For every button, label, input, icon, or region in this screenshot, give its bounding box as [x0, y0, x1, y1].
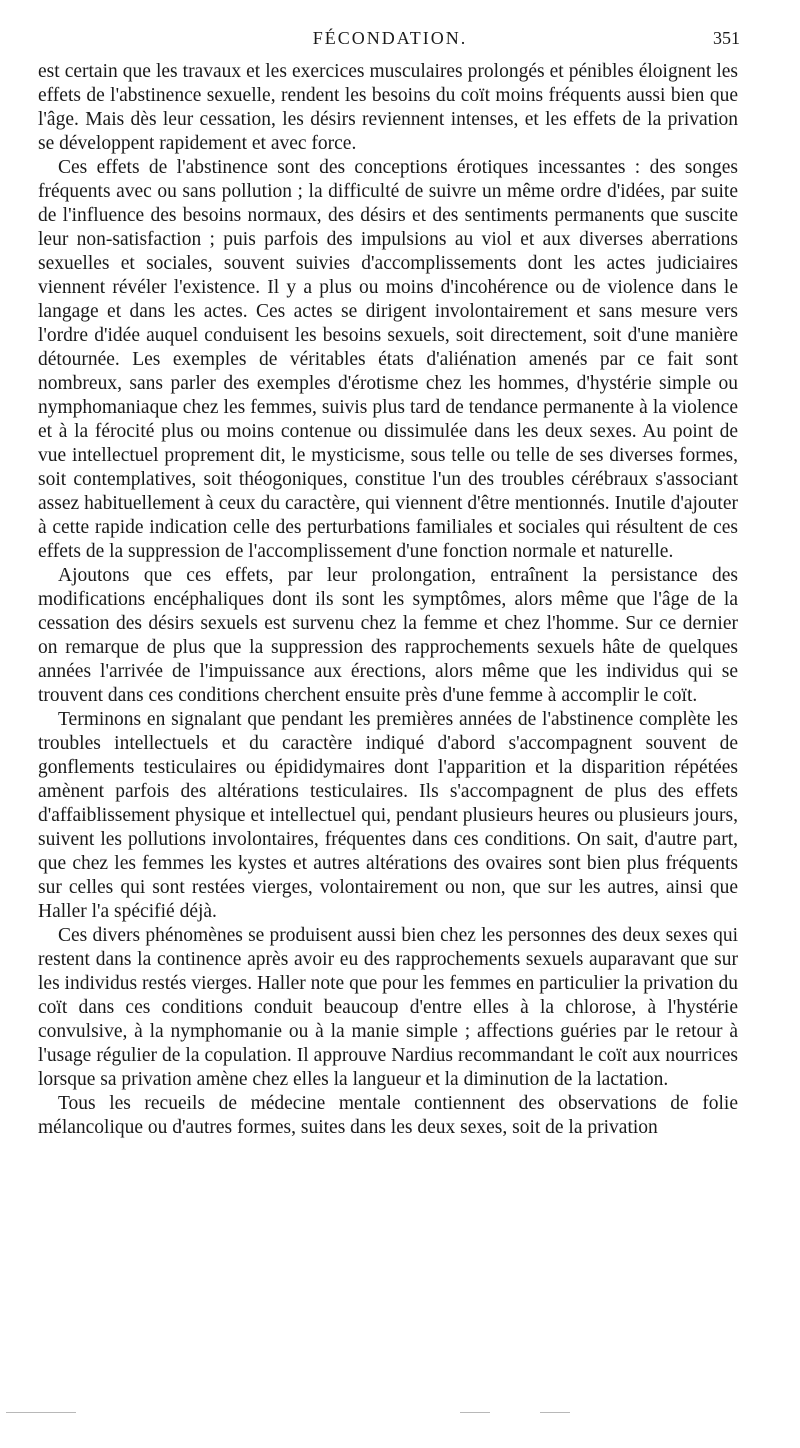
edge-mark-middle [460, 1412, 490, 1413]
running-title: FÉCONDATION. [312, 28, 468, 48]
paragraph-3: Ajoutons que ces effets, par leur prolongation, entraînent la persistance des modifications encéphaliques dont ils sont les symptômes, alors même que l'âge de la cessation des désirs sexuels est survenu chez la femme et chez l'homme. Sur ce dernier on remarque de plus que la suppression des rapprochements sexuels hâte de quelques années l'arrivée de l'impuissance aux érections, alors même que les individus qui se trouvent dans ces conditions cherchent ensuite près d'une femme à accomplir le coït. [38, 565, 738, 706]
paragraph-1: est certain que les travaux et les exercices musculaires prolongés et pénibles éloignent les effets de l'abstinence sexuelle, rendent les besoins du coït moins fréquents aussi bien que l'âge. Mais dès leur cessation, les désirs reviennent intenses, et les effets de la privation se développent rapidement et avec force. [38, 61, 738, 154]
page-number: 351 [713, 28, 740, 48]
edge-mark-right [540, 1412, 570, 1413]
running-head [40, 28, 740, 52]
edge-mark-left [6, 1412, 76, 1413]
paragraph-4: Terminons en signalant que pendant les premières années de l'abstinence complète les troubles intellectuels et du caractère indiqué d'abord s'accompagnent souvent de gonflements testiculaires ou épididymaires dont l'apparition et la disparition répétées amènent parfois des altérations testiculaires. Ils s'accompagnent de plus des effets d'affaiblissement physique et intellectuel qui, pendant plusieurs heures ou plusieurs jours, suivent les pollutions involontaires, fréquentes dans ces conditions. On sait, d'autre part, que chez les femmes les kystes et autres altérations des ovaires sont bien plus fréquents sur celles qui sont restées vierges, volontairement ou non, que sur les autres, ainsi que Haller l'a spécifié déjà. [38, 709, 738, 922]
page-bottom-edge [0, 1412, 800, 1422]
body-text [38, 60, 738, 1140]
paragraph-5: Ces divers phénomènes se produisent aussi bien chez les personnes des deux sexes qui restent dans la continence après avoir eu des rapprochements sexuels auparavant que sur les individus restés vierges. Haller note que pour les femmes en particulier la privation du coït dans ces conditions conduit beaucoup d'entre elles à la chlorose, à l'hystérie convulsive, à la nymphomanie ou à la manie simple ; affections guéries par le retour à l'usage régulier de la copulation. Il approuve Nardius recommandant le coït aux nourrices lorsque sa privation amène chez elles la langueur et la diminution de la lactation. [38, 925, 738, 1090]
paragraph-2: Ces effets de l'abstinence sont des conceptions érotiques incessantes : des songes fréquents avec ou sans pollution ; la difficulté de suivre un même ordre d'idées, par suite de l'influence des besoins normaux, des désirs et des sentiments permanents que suscite leur non-satisfaction ; puis parfois des impulsions au viol et aux diverses aberrations sexuelles et sociales, souvent suivies d'accomplissements dont les actes judiciaires viennent révéler l'existence. Il y a plus ou moins d'incohérence ou de violence dans le langage et dans les actes. Ces actes se dirigent involontairement et sans mesure vers l'ordre d'idée auquel conduisent les besoins sexuels, soit directement, soit d'une manière détournée. Les exemples de véritables états d'aliénation amenés par ce fait sont nombreux, sans parler des exemples d'érotisme chez les hommes, d'hystérie simple ou nymphomaniaque chez les femmes, suivis plus tard de tendance permanente à la violence et à la férocité plus ou moins contenue ou dissimulée dans les deux sexes. Au point de vue intellectuel proprement dit, le mysticisme, sous telle ou telle de ses diverses formes, soit contemplatives, soit théogoniques, constitue l'un des troubles cérébraux s'associant assez habituellement à ceux du caractère, qui viennent d'être mentionnés. Inutile d'ajouter à cette rapide indication celle des perturbations familiales et sociales qui résultent de ces effets de la suppression de l'accomplissement d'une fonction normale et naturelle. [38, 157, 738, 562]
paragraph-6: Tous les recueils de médecine mentale contiennent des observations de folie mélancolique ou d'autres formes, suites dans les deux sexes, soit de la privation [38, 1093, 738, 1138]
